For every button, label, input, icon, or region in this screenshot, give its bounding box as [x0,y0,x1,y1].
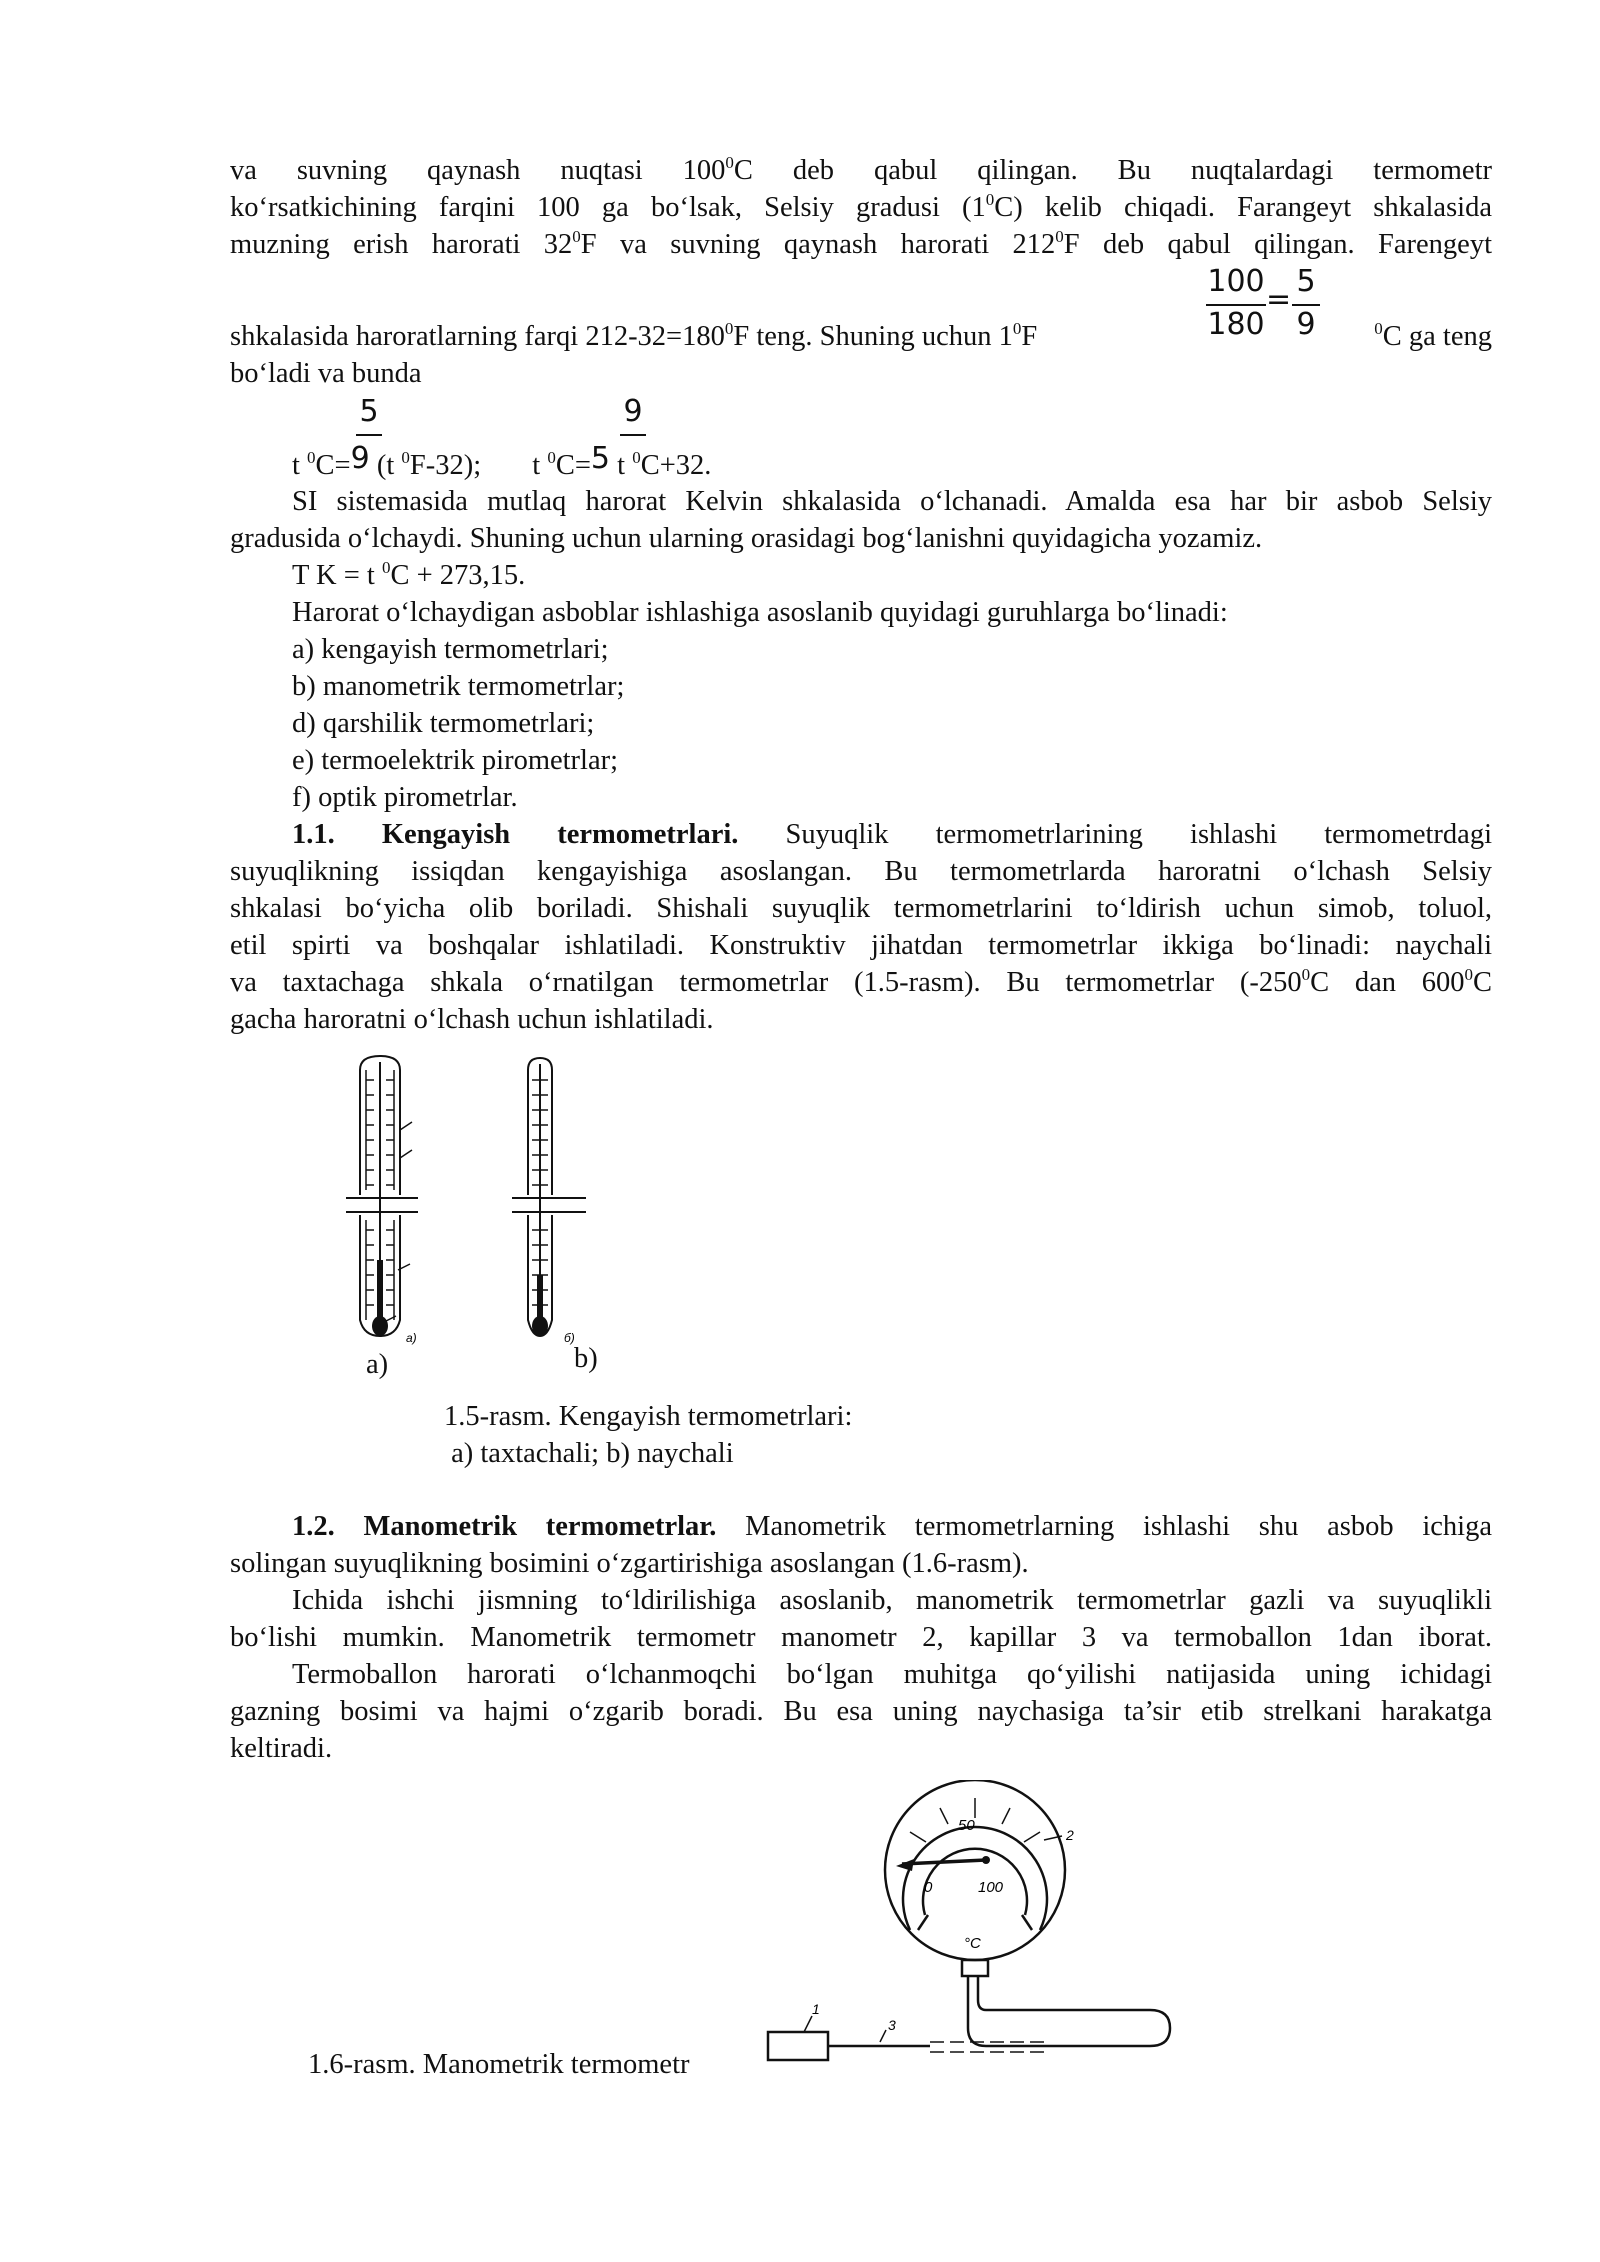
figure-caption: 1.6-rasm. Manometrik termometr [308,2049,690,2080]
section-heading-line: 1.2. Manometrik termometrlar. Manometrik termometrlarning ishlashi shu asbob ichiga [292,1511,1492,1542]
list-item: a) kengayish termometrlari; [292,634,609,665]
text-line: Termoballon harorati o‘lchanmoqchi bo‘lgan muhitga qo‘yilishi natijasida uning ichidagi [292,1659,1492,1690]
text-line: gacha haroratni o‘lchash uchun ishlatiladi. [230,1004,714,1035]
text-line: keltiradi. [230,1733,333,1764]
formula-line: t $^0$C=9 (t $^0$F-32); t $^0$C=5 t $^0$C+32. [292,441,712,481]
dial-label: 100 [978,1879,1004,1896]
text-line: SI sistemasida mutlaq harorat Kelvin shkalasida o‘lchanadi. Amalda esa har bir asbob Selsiy [292,486,1492,517]
text-line: etil spirti va boshqalar ishlatiladi. Konstruktiv jihatdan termometrlar ikkiga bo‘linadi: naychali [230,930,1492,961]
svg-text:б): б) [564,1331,575,1345]
text-line: va suvning qaynash nuqtasi $100^0C$ deb qabul qilingan. Bu nuqtalardagi termometr [230,153,1492,186]
text-line: va taxtachaga shkala o‘rnatilgan termometrlar (1.5-rasm). Bu termometrlar ($-250^0C$ dan $600^0C$ [230,965,1492,998]
fraction-9-5: 9 [620,394,646,429]
section-heading-line: 1.1. Kengayish termometrlari. Suyuqlik termometrlarining ishlashi termometrdagi [292,819,1492,850]
text-line: bo‘lishi mumkin. Manometrik termometr manometr 2, kapillar 3 va termoballon 1dan iborat. [230,1622,1492,1653]
list-item: f) optik pirometrlar. [292,782,518,813]
kelvin-formula: T K = t $^0$C + 273,15. [292,558,526,591]
text-line: solingan suyuqlikning bosimini o‘zgartirishiga asoslangan (1.6-rasm). [230,1548,1029,1579]
manometric-thermometer-figure [750,1780,1210,2080]
text-line: Ichida ishchi jismning to‘ldirilishiga asoslanib, manometrik termometrlar gazli va suyuqlikli [292,1585,1492,1616]
denominator: 9 [1296,307,1316,342]
section-heading: 1.2. Manometrik termometrlar. [292,1511,717,1542]
denominator: 180 [1207,307,1265,342]
list-item: e) termoelektrik pirometrlar; [292,745,619,776]
svg-text:а): а) [406,1331,417,1345]
text-line: suyuqlikning issiqdan kengayishiga asoslangan. Bu termometrlarda haroratni o‘lchash Selsiy [230,856,1492,887]
dial-label: °C [964,1935,981,1952]
text-line: shkalasi bo‘yicha olib boriladi. Shishali suyuqlik termometrlarini to‘ldirish uchun simob, toluol, [230,893,1492,924]
list-item: d) qarshilik termometrlari; [292,708,595,739]
figure-label-a: a) [366,1349,389,1380]
text-line: ko‘rsatkichining farqini 100 ga bo‘lsak, Selsiy gradusi $(1^0C)$ kelib chiqadi. Farangeyt shkalasida [230,190,1492,223]
dial-label: 0 [924,1879,933,1896]
text-line: gazning bosimi va hajmi o‘zgarib boradi. Bu esa uning naychasiga ta’sir etib strelkani harakatga [230,1696,1492,1727]
text-line: Harorat o‘lchaydigan asboblar ishlashiga asoslanib quyidagi guruhlarga bo‘linadi: [292,597,1228,628]
fraction-5-9: 5 [356,394,382,429]
callout-number: 1 [812,2001,820,2017]
numerator: 5 [1296,264,1316,299]
figure-caption: 1.5-rasm. Kengayish termometrlari: [444,1401,853,1432]
text-line: gradusida o‘lchaydi. Shuning uchun ularning orasidagi bog‘lanishni quyidagicha yozamiz. [230,523,1263,554]
callout-number: 3 [888,2017,896,2033]
equals-sign: = [1266,282,1292,317]
text-line: bo‘ladi va bunda [230,358,422,389]
numerator: 100 [1207,264,1265,299]
figure-caption-sub: a) taxtachali; b) naychali [444,1438,734,1469]
text-line: muzning erish harorati $32^0F$ va suvning qaynash harorati $212^0F$ deb qabul qilingan. Farengeyt [230,227,1492,260]
thermometers-figure [340,1050,640,1350]
callout-number: 2 [1066,1827,1074,1843]
dial-label: 50 [958,1817,975,1834]
section-heading: 1.1. Kengayish termometrlari. [292,819,739,850]
fraction-5-9 [1292,264,1320,342]
list-item: b) manometrik termometrlar; [292,671,625,702]
fraction-100-180 [1206,264,1266,342]
figure-label-b: b) [574,1343,598,1374]
